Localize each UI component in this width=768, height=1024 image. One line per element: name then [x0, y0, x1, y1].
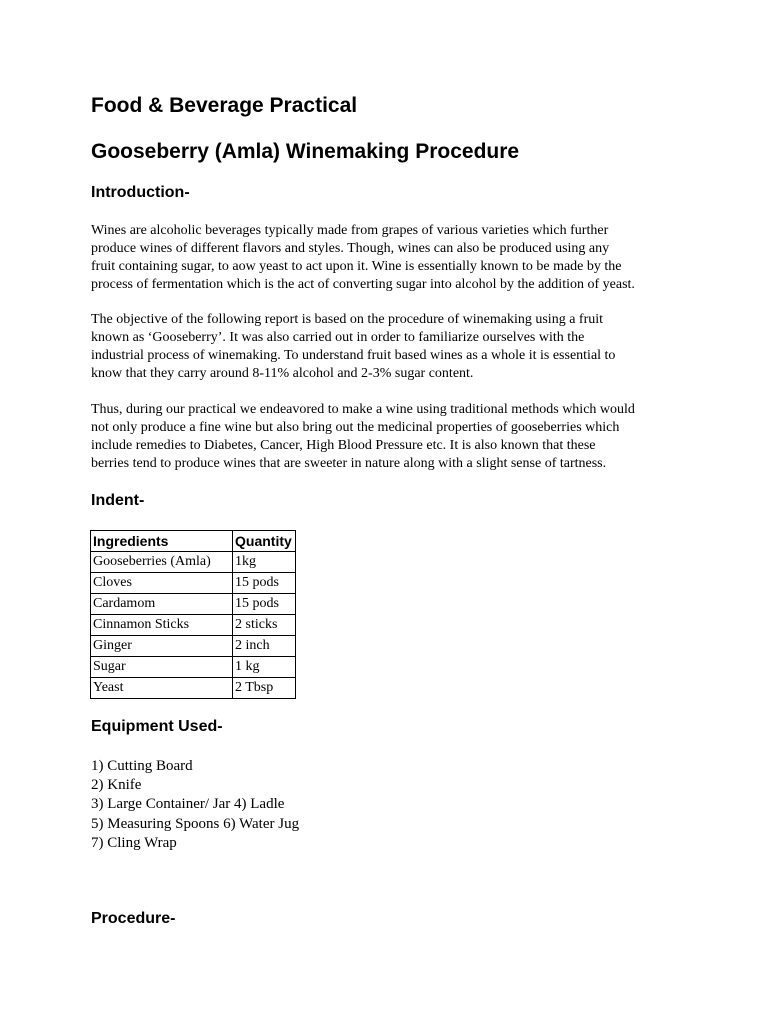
equipment-list — [91, 757, 299, 853]
paragraph-line: Wines are alcoholic beverages typically made from grapes of various varieties which further — [91, 223, 609, 238]
ingredient-cell: Ginger — [91, 636, 233, 657]
table-row — [91, 678, 296, 699]
intro-paragraph-2 — [91, 311, 691, 383]
paragraph-line: know that they carry around 8-11% alcohol and 2-3% sugar content. — [91, 366, 474, 381]
table-row — [91, 594, 296, 615]
equipment-heading: Equipment Used- — [91, 718, 223, 735]
paragraph-line: berries tend to produce wines that are sweeter in nature along with a slight sense of tartness. — [91, 456, 607, 471]
list-item: 1) Cutting Board — [91, 758, 193, 774]
introduction-heading: Introduction- — [91, 184, 190, 201]
ingredient-cell: Yeast — [91, 678, 233, 699]
procedure-heading: Procedure- — [91, 910, 176, 927]
table-row — [91, 615, 296, 636]
indent-heading: Indent- — [91, 492, 145, 509]
paragraph-line: process of fermentation which is the act of converting sugar into alcohol by the addition of yeast. — [91, 277, 635, 292]
table-header-row — [91, 531, 296, 552]
paragraph-line: produce wines of different flavors and styles. Though, wines can also be produced using any — [91, 241, 610, 256]
quantity-cell: 2 sticks — [233, 615, 296, 636]
ingredient-cell: Sugar — [91, 657, 233, 678]
paragraph-line: not only produce a fine wine but also bring out the medicinal properties of gooseberries which — [91, 420, 620, 435]
course-title: Food & Beverage Practical — [91, 94, 358, 117]
quantity-cell: 15 pods — [233, 594, 296, 615]
quantity-cell: 15 pods — [233, 573, 296, 594]
paragraph-line: Thus, during our practical we endeavored to make a wine using traditional methods which would — [91, 402, 635, 417]
table-row — [91, 657, 296, 678]
list-item: 7) Cling Wrap — [91, 834, 177, 851]
table-row — [91, 552, 296, 573]
table-row — [91, 573, 296, 594]
paragraph-line: industrial process of winemaking. To understand fruit based wines as a whole it is essential to — [91, 348, 616, 363]
paragraph-line: include remedies to Diabetes, Cancer, High Blood Pressure etc. It is also known that these — [91, 438, 596, 453]
quantity-cell: 1 kg — [233, 657, 296, 678]
list-item: 5) Measuring Spoons 6) Water Jug — [91, 815, 300, 832]
ingredient-cell: Gooseberries (Amla) — [91, 552, 233, 573]
paragraph-line: known as ‘Gooseberry’. It was also carried out in order to familiarize ourselves with the — [91, 330, 585, 345]
quantity-cell: 1kg — [233, 552, 296, 573]
list-item: 2) Knife — [91, 777, 142, 794]
ingredient-cell: Cinnamon Sticks — [91, 615, 233, 636]
quantity-cell: 2 Tbsp — [233, 678, 296, 699]
intro-paragraph-1 — [91, 222, 691, 294]
table-row — [91, 636, 296, 657]
list-item: 3) Large Container/ Jar 4) Ladle — [91, 796, 285, 813]
quantity-cell: 2 inch — [233, 636, 296, 657]
procedure-title: Gooseberry (Amla) Winemaking Procedure — [91, 140, 520, 163]
ingredient-cell: Cloves — [91, 573, 233, 594]
paragraph-line: The objective of the following report is based on the procedure of winemaking using a fruit — [91, 312, 604, 327]
ingredients-table — [90, 530, 296, 699]
intro-paragraph-3 — [91, 401, 691, 473]
header-quantity: Quantity — [233, 531, 296, 552]
header-ingredients: Ingredients — [91, 531, 233, 552]
paragraph-line: fruit containing sugar, to aow yeast to act upon it. Wine is essentially known to be made by the — [91, 259, 622, 274]
ingredient-cell: Cardamom — [91, 594, 233, 615]
